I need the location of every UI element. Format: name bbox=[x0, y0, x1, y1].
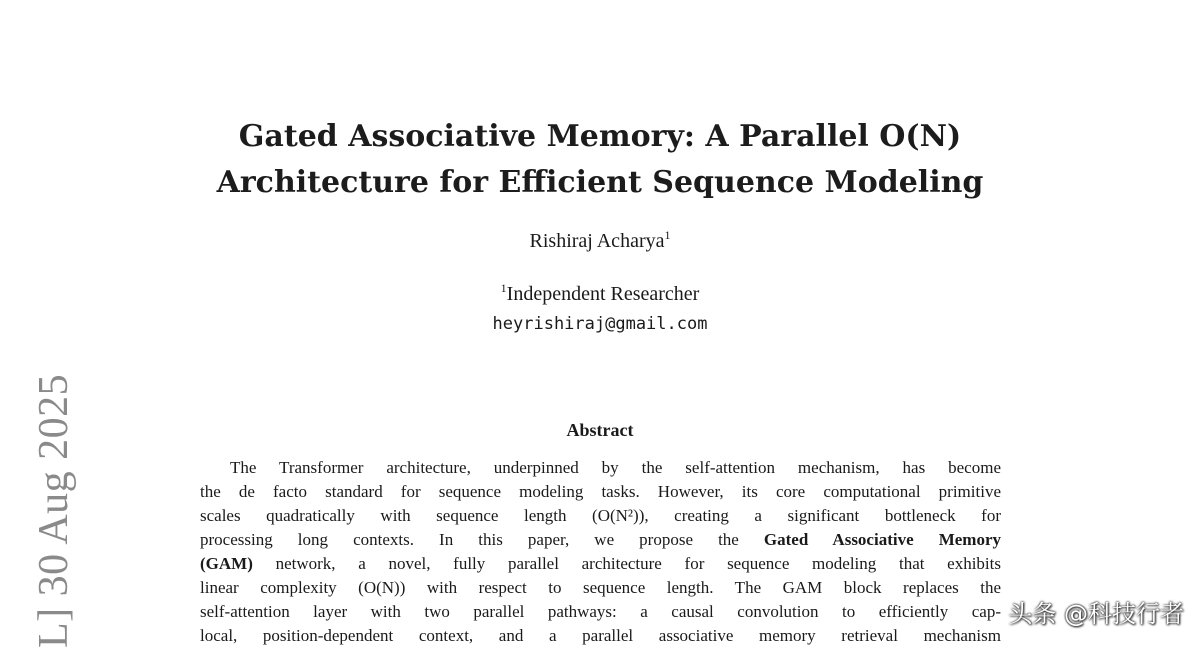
paper-title bbox=[0, 114, 1200, 206]
watermark: 头条 @科技行者 bbox=[1008, 600, 1184, 628]
title-line-1: Gated Associative Memory: A Parallel O(N) bbox=[238, 119, 962, 154]
author-superscript: 1 bbox=[664, 228, 671, 242]
abstract-heading: Abstract bbox=[566, 420, 634, 440]
affiliation bbox=[0, 283, 1200, 306]
title-line-2: Architecture for Efficient Sequence Modeling bbox=[216, 165, 984, 200]
author bbox=[0, 230, 1200, 253]
affiliation-name: Independent Researcher bbox=[506, 283, 700, 305]
abstract-line: local, position-dependent context, and a parallel associative memory retrieval mechanism bbox=[200, 626, 1001, 645]
abstract-line: processing long contexts. In this paper, we propose the Gated Associative Memory bbox=[200, 530, 1001, 549]
abstract-line: the de facto standard for sequence modeling tasks. However, its core computational primitive bbox=[200, 482, 1001, 501]
author-name: Rishiraj Acharya bbox=[529, 230, 665, 252]
arxiv-side-stamp: L] 30 Aug 2025 bbox=[31, 373, 77, 648]
abstract-line: scales quadratically with sequence length (O(N²)), creating a significant bottleneck for bbox=[200, 506, 1001, 525]
affiliation-superscript: 1 bbox=[500, 281, 507, 295]
abstract-line: self-attention layer with two parallel pathways: a causal convolution to efficiently cap- bbox=[200, 602, 1001, 621]
abstract-line: linear complexity (O(N)) with respect to sequence length. The GAM block replaces the bbox=[200, 578, 1001, 597]
abstract-line: (GAM) network, a novel, fully parallel architecture for sequence modeling that exhibits bbox=[200, 554, 1001, 573]
author-email[interactable]: heyrishiraj@gmail.com bbox=[492, 314, 708, 334]
abstract-body bbox=[200, 456, 1001, 648]
abstract-line: The Transformer architecture, underpinned by the self-attention mechanism, has become bbox=[230, 458, 1001, 477]
